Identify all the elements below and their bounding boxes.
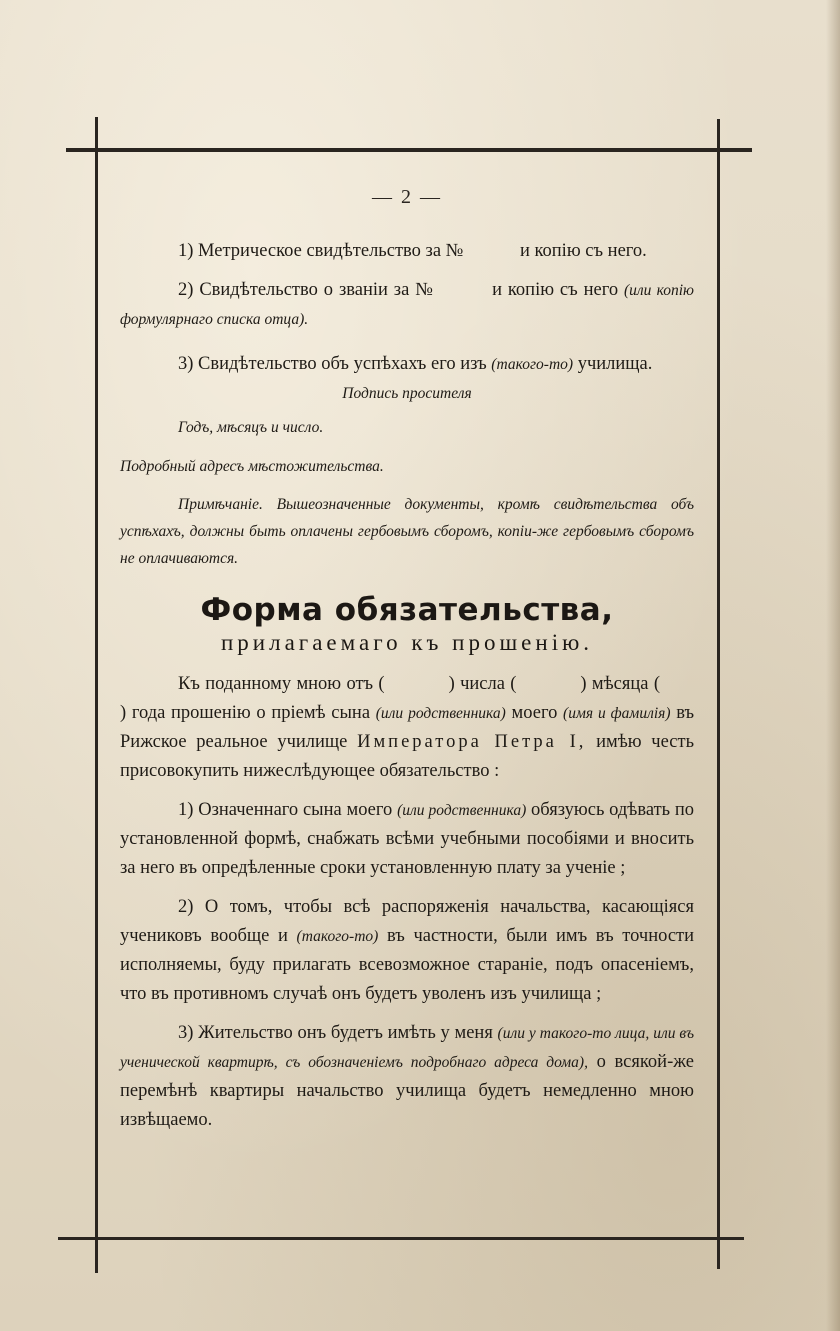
obligation-text: въ частности, были имъ въ точности исполняемы, буду прилагать всевозможное стараніе, подъ опасеніемъ, что въ противномъ случаѣ онъ будетъ уволенъ изъ училища ; [120, 926, 695, 1004]
item-note: (такого-то) [491, 356, 574, 373]
obligation-1 [120, 796, 694, 883]
item-number: 2) [178, 280, 194, 300]
obligation-number: 3) [178, 1023, 194, 1043]
obligation-number: 1) [178, 800, 194, 820]
obligation-note: (или родственника) [397, 802, 527, 819]
intro-paragraph [120, 670, 694, 786]
obligation-note: (или у такого-то лица, или въ ученической квартирѣ, съ обозначеніемъ подробнаго адреса дома), [120, 1025, 694, 1071]
obligation-3 [120, 1019, 694, 1135]
intro-text: мѣсяца ( [591, 674, 660, 694]
item-text: училища. [577, 354, 653, 374]
frame-rule-top [66, 148, 752, 152]
obligation-text: О томъ, чтобы всѣ распоряженія начальства, касающіяся учениковъ вообще и [120, 897, 695, 946]
item-number: 1) [178, 241, 194, 261]
obligation-text: обязуюсь одѣвать по установленной формѣ, снабжать всѣми учебными пособіями и вносить за него въ опредѣленные сроки установленную плату за ученіе ; [120, 800, 695, 878]
intro-text: ) числа ( [448, 674, 517, 694]
item-text: и копію съ него. [519, 241, 647, 261]
frame-rule-bottom [58, 1237, 744, 1240]
obligation-2 [120, 893, 694, 1009]
intro-text: имѣю честь присовокупить нижеслѣдующее обязательство : [120, 732, 695, 781]
obligation-number: 2) [178, 897, 194, 917]
item-text: Свидѣтельство объ успѣхахъ его изъ [198, 354, 487, 374]
intro-text: въ Рижское реальное училище [120, 703, 695, 752]
page-content [120, 186, 694, 1135]
item-number: 3) [178, 354, 194, 374]
obligation-text: Жительство онъ будетъ имѣть у меня [198, 1023, 493, 1043]
intro-text: моего [511, 703, 558, 723]
intro-text: ) [580, 674, 587, 694]
intro-note: (или родственника) [375, 705, 506, 722]
document-item-2 [120, 276, 694, 334]
frame-rule-left [95, 117, 98, 1273]
address-line: Подробный адресъ мѣстожительства. [120, 458, 384, 475]
form-subtitle: прилагаемаго къ прошенію. [220, 630, 594, 655]
obligation-text: Означеннаго сына моего [198, 800, 393, 820]
document-item-1 [120, 237, 694, 266]
item-text: Свидѣтельство о званіи за № [199, 280, 435, 300]
document-item-3 [120, 350, 694, 379]
intro-text: Императора Петра I, [357, 732, 587, 752]
obligation-text: о всякой-же перемѣнѣ квартиры начальство училища будетъ немедленно мною извѣщаемо. [120, 1052, 694, 1130]
form-title: Форма обязательства, [200, 592, 614, 628]
item-text: Метрическое свидѣтельство за № [198, 241, 464, 261]
page-number: — 2 — [372, 186, 442, 208]
item-note: (или копію формулярнаго списка отца). [120, 282, 694, 328]
intro-text: Къ поданному мною отъ ( [178, 674, 385, 694]
intro-note: (имя и фамилія) [563, 705, 671, 722]
remark: Примѣчаніе. Вышеозначенные документы, кромѣ свидѣтельства объ успѣхахъ, должны быть оплачены гербовымъ сборомъ, копіи-же гербовымъ сборомъ не оплачиваются. [120, 496, 694, 567]
intro-text: ) года прошенію о пріемѣ сына [120, 703, 371, 723]
frame-rule-right [717, 119, 720, 1269]
obligation-note: (такого-то) [296, 928, 379, 945]
date-line: Годъ, мѣсяцъ и число. [178, 419, 324, 436]
item-text: и копію съ него [492, 280, 619, 300]
page-edge-shadow [826, 0, 840, 1331]
signature-line: Подпись просителя [342, 385, 472, 402]
